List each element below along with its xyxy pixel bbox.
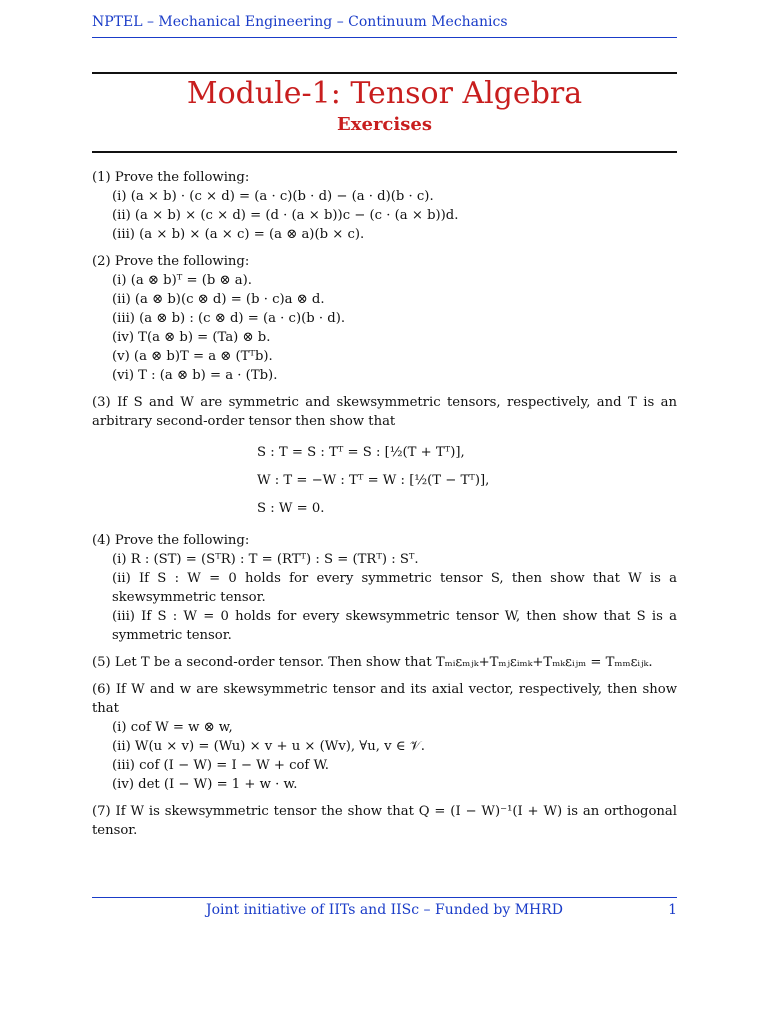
running-header: NPTEL – Mechanical Engineering – Continuum Mechanics [92,14,508,30]
footer-rule [92,897,677,898]
equation-line: W : T = −W : Tᵀ = W : [½(T − Tᵀ)], [257,473,490,488]
exercise-statement: (3) If S and W are symmetric and skewsymmetric tensors, respectively, and T is an arbitrary second-order tensor then show that [92,395,677,429]
exercise-6 [92,680,677,794]
exercise-statement: (6) If W and w are skewsymmetric tensor and its axial vector, respectively, then show that [92,682,677,716]
exercise-item: (ii) W(u × v) = (Wu) × v + u × (Wv), ∀u, v ∈ 𝒱. [112,739,425,754]
exercise-item: (ii) If S : W = 0 holds for every symmetric tensor S, then show that W is a skewsymmetric tensor. [112,571,677,605]
exercise-item: (i) (a × b) · (c × d) = (a · c)(b · d) − (a · d)(b · c). [112,189,434,204]
equation-line: S : T = S : Tᵀ = S : [½(T + Tᵀ)], [257,445,465,460]
exercise-item: (iii) (a × b) × (a × c) = (a ⊗ a)(b × c). [112,227,365,242]
exercise-2 [92,252,677,385]
exercise-list [92,168,677,848]
exercise-heading: (4) Prove the following: [92,533,250,548]
exercise-item: (i) R : (ST) = (SᵀR) : T = (RTᵀ) : S = (TRᵀ) : Sᵀ. [112,552,419,567]
exercise-4 [92,531,677,645]
header-rule [92,37,677,38]
equation-block [257,439,677,523]
page-subtitle: Exercises [337,114,432,135]
exercise-item: (ii) (a ⊗ b)(c ⊗ d) = (b · c)a ⊗ d. [112,292,325,307]
exercise-item: (iv) det (I − W) = 1 + w · w. [112,777,298,792]
exercise-item: (ii) (a × b) × (c × d) = (d · (a × b))c − (c · (a × b))d. [112,208,459,223]
exercise-item: (iv) T(a ⊗ b) = (Ta) ⊗ b. [112,330,271,345]
title-rule-bottom [92,151,677,153]
exercise-statement: (7) If W is skewsymmetric tensor the show that Q = (I − W)⁻¹(I + W) is an orthogonal tensor. [92,804,677,838]
exercise-item: (v) (a ⊗ b)T = a ⊗ (Tᵀb). [112,349,273,364]
footer-text: Joint initiative of IITs and IISc – Funded by MHRD [205,902,564,918]
page-title: Module-1: Tensor Algebra [186,76,583,111]
exercise-heading: (2) Prove the following: [92,254,250,269]
exercise-3 [92,393,677,523]
exercise-statement: (5) Let T be a second-order tensor. Then show that Tₘᵢεₘⱼₖ+Tₘⱼεᵢₘₖ+Tₘₖεᵢⱼₘ = Tₘₘεᵢⱼₖ. [92,655,653,670]
exercise-item: (iii) cof (I − W) = I − W + cof W. [112,758,329,773]
exercise-item: (i) cof W = w ⊗ w, [112,720,233,735]
exercise-item: (vi) T : (a ⊗ b) = a · (Tb). [112,368,278,383]
page-number: 1 [668,902,677,918]
exercise-heading: (1) Prove the following: [92,170,250,185]
exercise-1 [92,168,677,244]
equation-line: S : W = 0. [257,501,325,516]
exercise-7 [92,802,677,840]
exercise-item: (iii) (a ⊗ b) : (c ⊗ d) = (a · c)(b · d). [112,311,346,326]
exercise-5 [92,653,677,672]
exercise-item: (iii) If S : W = 0 holds for every skewsymmetric tensor W, then show that S is a symmetric tensor. [112,609,677,643]
title-rule-top [92,72,677,74]
exercise-item: (i) (a ⊗ b)ᵀ = (b ⊗ a). [112,273,252,288]
